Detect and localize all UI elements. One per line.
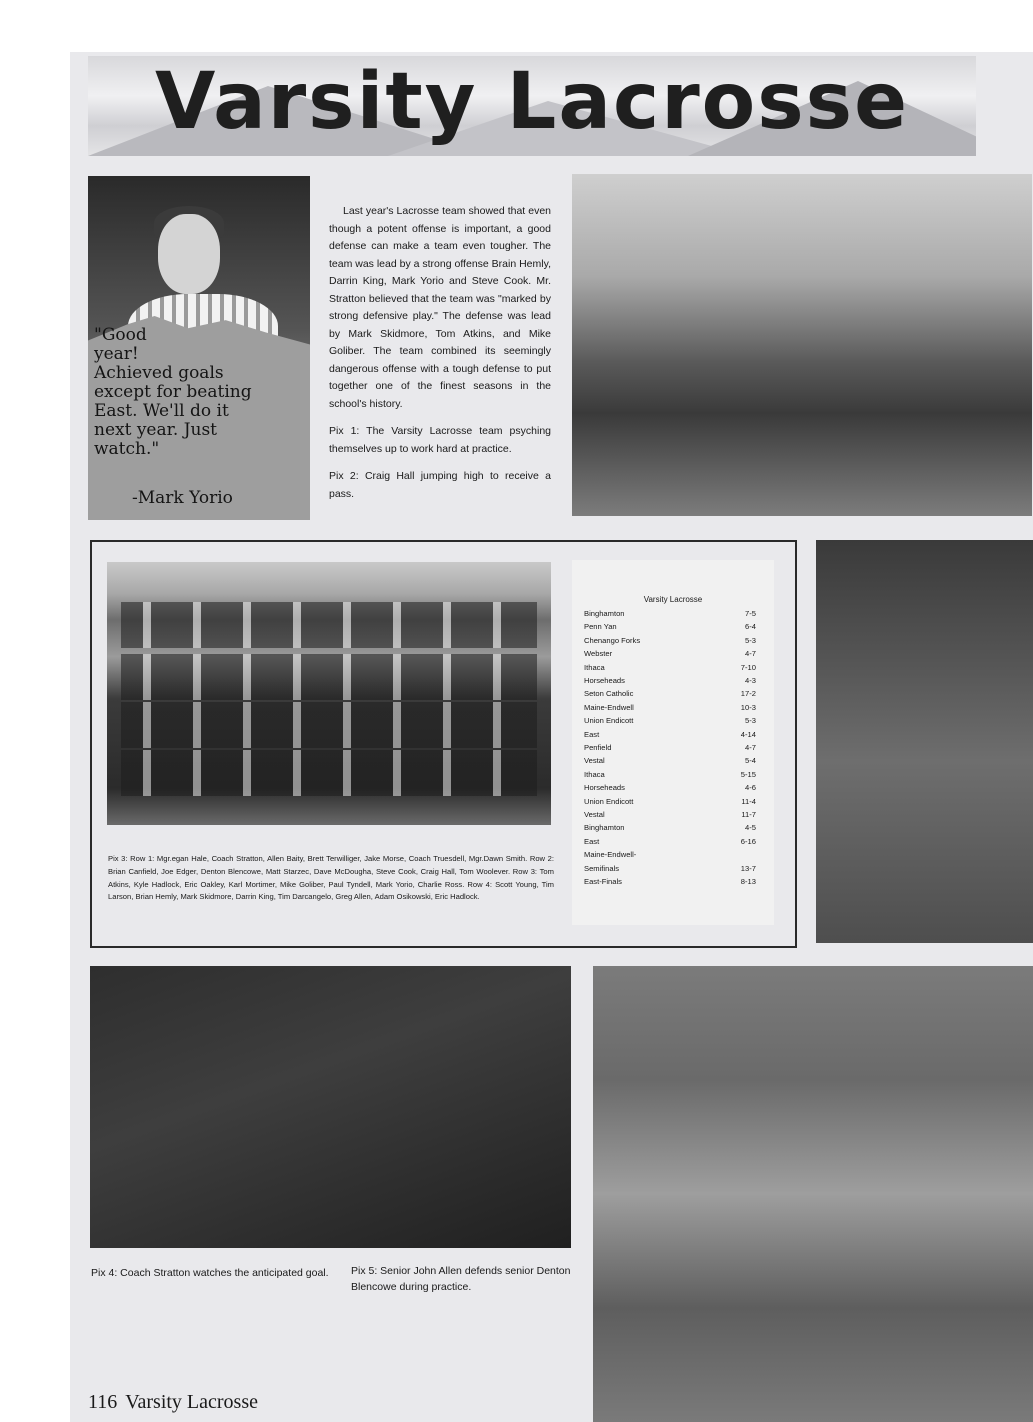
article <box>329 203 551 513</box>
score-opponent: Horseheads <box>584 676 625 685</box>
score-result: 13-7 <box>740 863 756 873</box>
photo-team-huddle <box>572 174 1032 516</box>
caption-pix5: Pix 5: Senior John Allen defends senior Denton Blencowe during practice. <box>351 1265 571 1293</box>
score-result: 7-5 <box>745 609 756 618</box>
score-result: 4-14 <box>740 729 756 739</box>
score-opponent: Seton Catholic <box>584 689 634 699</box>
score-result: 7-10 <box>740 662 756 672</box>
score-result: 4-6 <box>745 783 756 793</box>
score-opponent: Union Endicott <box>584 716 634 726</box>
score-result: 4-7 <box>745 743 756 752</box>
score-opponent: Chenango Forks <box>584 635 641 645</box>
score-opponent: Ithaca <box>584 769 605 779</box>
team-row <box>121 702 537 748</box>
score-opponent: Vestal <box>584 810 605 819</box>
score-result: 6-16 <box>740 836 756 846</box>
score-opponent: Penfield <box>584 743 612 752</box>
score-opponent: Vestal <box>584 756 605 766</box>
score-result: 4-3 <box>745 676 756 685</box>
team-row <box>121 750 537 796</box>
page-number: 116 <box>88 1391 118 1413</box>
photo-coach <box>90 966 571 1248</box>
caption-pix2: Pix 2: Craig Hall jumping high to receive a pass. <box>329 470 551 500</box>
score-opponent: East <box>584 836 600 846</box>
score-opponent: Horseheads <box>584 783 625 793</box>
score-opponent: Penn Yan <box>584 622 617 632</box>
page-footer <box>88 1391 258 1414</box>
score-result: 11-4 <box>741 796 756 806</box>
article-body: Last year's Lacrosse team showed that even though a potent offense is important, a good defense can make a team even tougher. The team was lead by a strong offense Brain Hemly, Darrin King, Mark Yorio and Steve Cook. Mr. Stratton believed that the team was "marked by strong defensive play." The defense was lead by Mark Skidmore, Tom Atkins, and Mike Goliber. The team combined its seemingly dangerous offense with a tough defense to put together one of the finest seasons in the school's history. <box>329 205 551 410</box>
score-result: 4-5 <box>745 823 756 833</box>
score-result: 17-2 <box>740 689 756 699</box>
score-opponent: Binghamton <box>584 609 625 618</box>
score-result: 11-7 <box>741 810 756 819</box>
score-result: 6-4 <box>745 622 756 632</box>
score-opponent: Binghamton <box>584 823 625 833</box>
page-title: Varsity Lacrosse <box>154 57 910 147</box>
score-result: 5-3 <box>745 635 756 645</box>
photo-practice-defense <box>593 966 1033 1422</box>
score-opponent: East-Finals <box>584 877 622 886</box>
caption-pix4: Pix 4: Coach Stratton watches the anticipated goal. <box>91 1267 329 1279</box>
score-opponent: Webster <box>584 649 613 659</box>
caption-pix3: Pix 3: Row 1: Mgr.egan Hale, Coach Stratton, Allen Baity, Brett Terwilliger, Jake Morse, Coach Truesdell, Mgr.Dawn Smith. Row 2: Brian Canfield, Joe Edger, Denton Blencowe, Matt Starzec, Dave McDougha, Steve Cook, Craig Hall, Tom Woolever. Row 3: Tom Atkins, Kyle Hadlock, Eric Oakley, Karl Mortimer, Mike Goliber, Paul Tyndell, Mark Yorio, Charlie Ross. Row 4: Scott Young, Tim Larson, Brian Hemly, Mark Skidmore, Darrin King, Tim Darcangelo, Greg Allen, Adam Osikowski, Eric Hadlock. <box>108 854 554 902</box>
team-row <box>121 602 537 648</box>
score-result: 10-3 <box>740 702 756 712</box>
score-result: 8-13 <box>740 877 756 886</box>
caption-pix1: Pix 1: The Varsity Lacrosse team psyching themselves up to work hard at practice. <box>329 425 551 455</box>
score-opponent: Ithaca <box>584 662 605 672</box>
score-opponent: Maine-Endwell- <box>584 850 637 860</box>
score-table-heading: Varsity Lacrosse <box>643 595 703 604</box>
footer-section: Varsity Lacrosse <box>125 1391 258 1413</box>
score-table <box>572 560 774 925</box>
score-result: 5-4 <box>745 756 756 766</box>
portrait-photo <box>88 176 310 520</box>
score-opponent: East <box>584 729 600 739</box>
photo-team-portrait <box>107 562 551 825</box>
quote-signature: -Mark Yorio <box>132 488 233 508</box>
quote-text: "Good year! Achieved goals except for beating East. We'll do it next year. Just watch." <box>94 325 252 459</box>
score-opponent: Maine-Endwell <box>584 702 634 712</box>
team-row <box>121 654 537 700</box>
score-result: 4-7 <box>745 649 756 659</box>
photo-jumping-player <box>816 540 1033 943</box>
score-result: 5-3 <box>745 716 756 726</box>
score-opponent: Semifinals <box>584 863 620 873</box>
portrait-face <box>158 214 220 294</box>
score-opponent: Union Endicott <box>584 796 634 806</box>
score-result: 5-15 <box>740 769 756 779</box>
